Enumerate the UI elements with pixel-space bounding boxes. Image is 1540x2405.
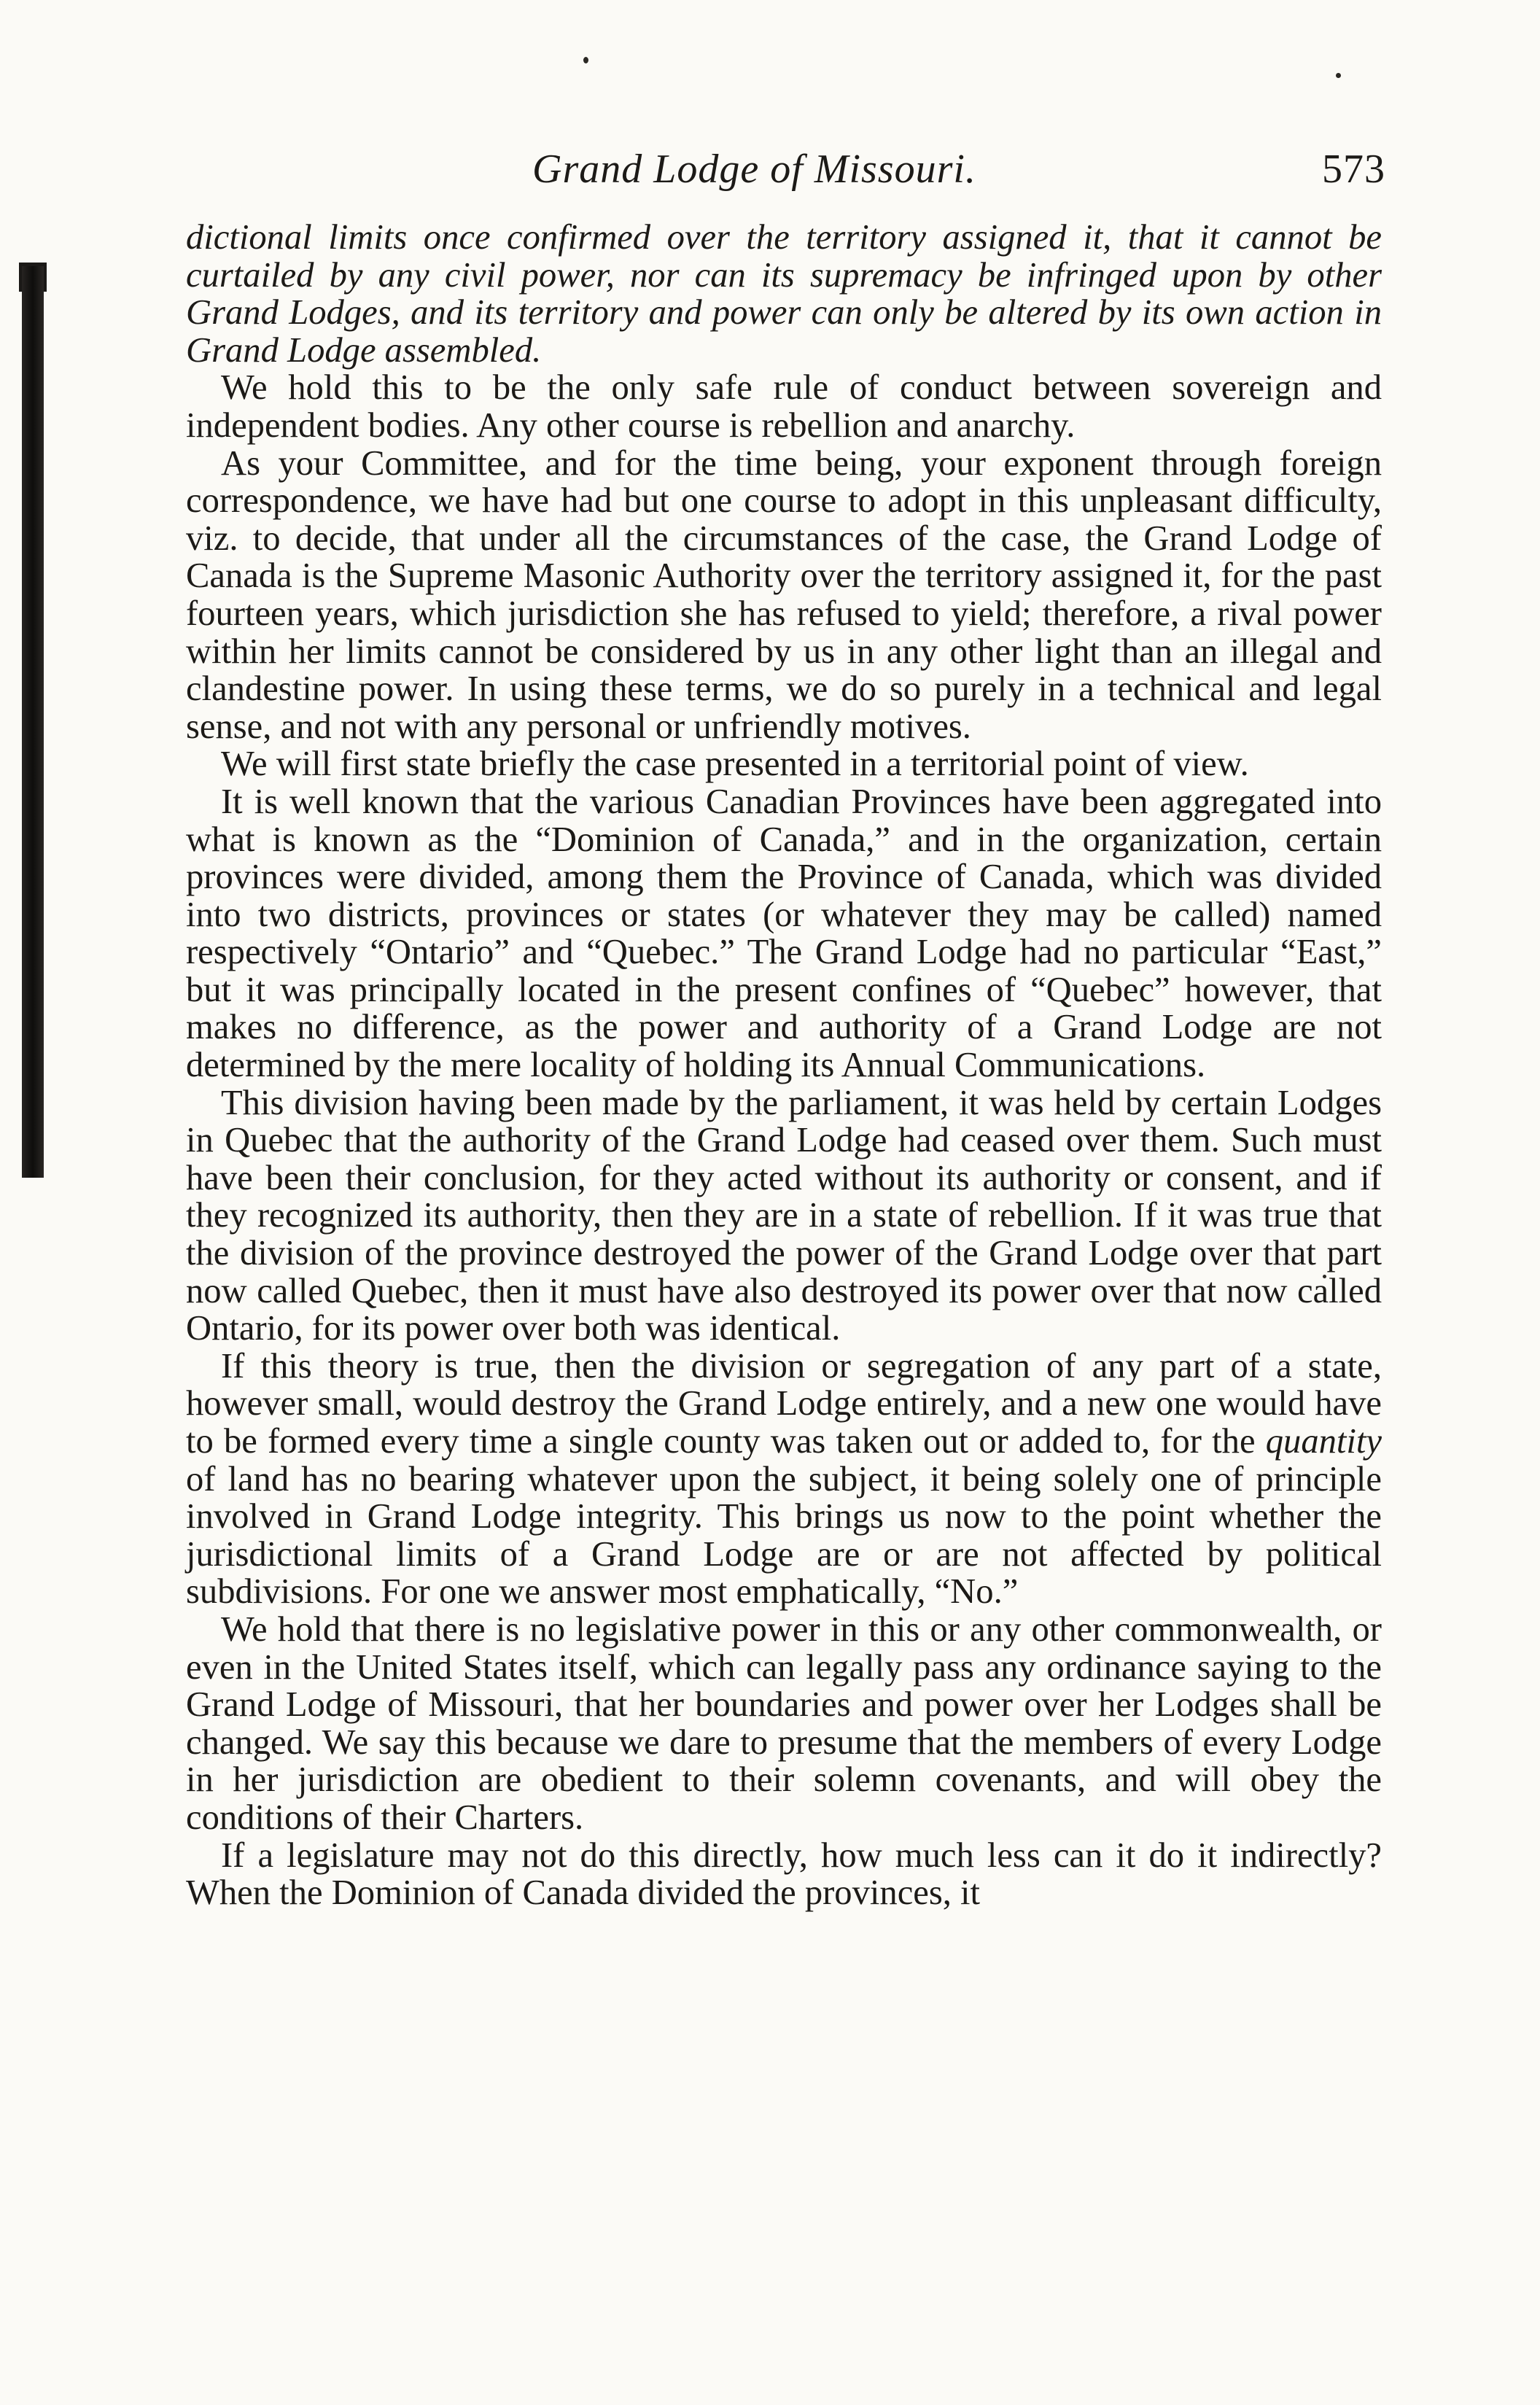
binding-edge-shadow (22, 266, 44, 1178)
running-title: Grand Lodge of Missouri. (532, 147, 976, 192)
paragraph-text: of land has no bearing whatever upon the subject, it being solely one of principle involved in Grand Lodge integrity. This brings us now to the point whether the jurisdictional limits of a Grand Lodge are or are not affected by political subdivisions. For one we answer most emphatically, “No.” (186, 1458, 1382, 1612)
paragraph: dictional limits once confirmed over the territory assigned it, that it cannot be curtailed by any civil power, nor can its supremacy be infringed upon by other Grand Lodges, and its territory and power can only be altered by its own action in Grand Lodge assembled. (186, 217, 1382, 370)
paragraph (186, 1345, 1382, 1612)
paragraph: We hold that there is no legislative power in this or any other commonwealth, or even in the United States itself, which can legally pass any ordinance saying to the Grand Lodge of Missouri, that her boundaries and power over her Lodges shall be changed. We say this because we dare to presume that the members of every Lodge in her jurisdiction are obedient to their solemn covenants, and will obey the conditions of their Charters. (186, 1609, 1382, 1837)
page-header (408, 146, 1385, 204)
paragraph: This division having been made by the parliament, it was held by certain Lodges in Quebec that the authority of the Grand Lodge had ceased over them. Such must have been their conclusion, for they acted without its authority or consent, and if they recognized its authority, then they are in a state of rebellion. If it was true that the division of the province destroyed the power of the Grand Lodge over that part now called Quebec, then it must have also destroyed its power over that now called Ontario, for its power over both was identical. (186, 1082, 1382, 1348)
paragraph: We hold this to be the only safe rule of conduct between sovereign and independent bodies. Any other course is rebellion and anarchy. (186, 368, 1382, 445)
page-number: 573 (1322, 147, 1385, 192)
italic-word: quantity (1265, 1421, 1382, 1461)
ink-speck (1336, 73, 1341, 78)
paragraph: As your Committee, and for the time being, your exponent through foreign correspondence, we have had but one course to adopt in this unpleasant difficulty, viz. to decide, that under all the circumstances of the case, the Grand Lodge of Canada is the Supreme Masonic Authority over the territory assigned it, for the past fourteen years, which jurisdiction she has refused to yield; therefore, a rival power within her limits cannot be considered by us in any other light than an illegal and clandestine power. In using these terms, we do so purely in a technical and legal sense, and not with any personal or unfriendly motives. (186, 443, 1382, 746)
paragraph: It is well known that the various Canadian Provinces have been aggregated into what is known as the “Dominion of Canada,” and in the organization, certain provinces were divided, among them the Province of Canada, which was divided into two districts, provinces or states (or whatever they may be called) named respectively “Ontario” and “Quebec.” The Grand Lodge had no particular “East,” but it was principally located in the present confines of “Quebec” however, that makes no difference, as the power and authority of a Grand Lodge are not determined by the mere locality of holding its Annual Communications. (186, 781, 1382, 1085)
paragraph: If a legislature may not do this directly, how much less can it do it indirectly? When the Dominion of Canada divided the provinces, it (186, 1835, 1382, 1913)
body-text (186, 219, 1382, 1912)
paragraph-text: If this theory is true, then the division or segregation of any part of a state, however small, would destroy the Grand Lodge entirely, and a new one would have to be formed every time a single county was taken out or added to, for the (186, 1345, 1382, 1461)
ink-speck (583, 57, 588, 63)
paragraph: We will first state briefly the case presented in a territorial point of view. (221, 744, 1249, 784)
